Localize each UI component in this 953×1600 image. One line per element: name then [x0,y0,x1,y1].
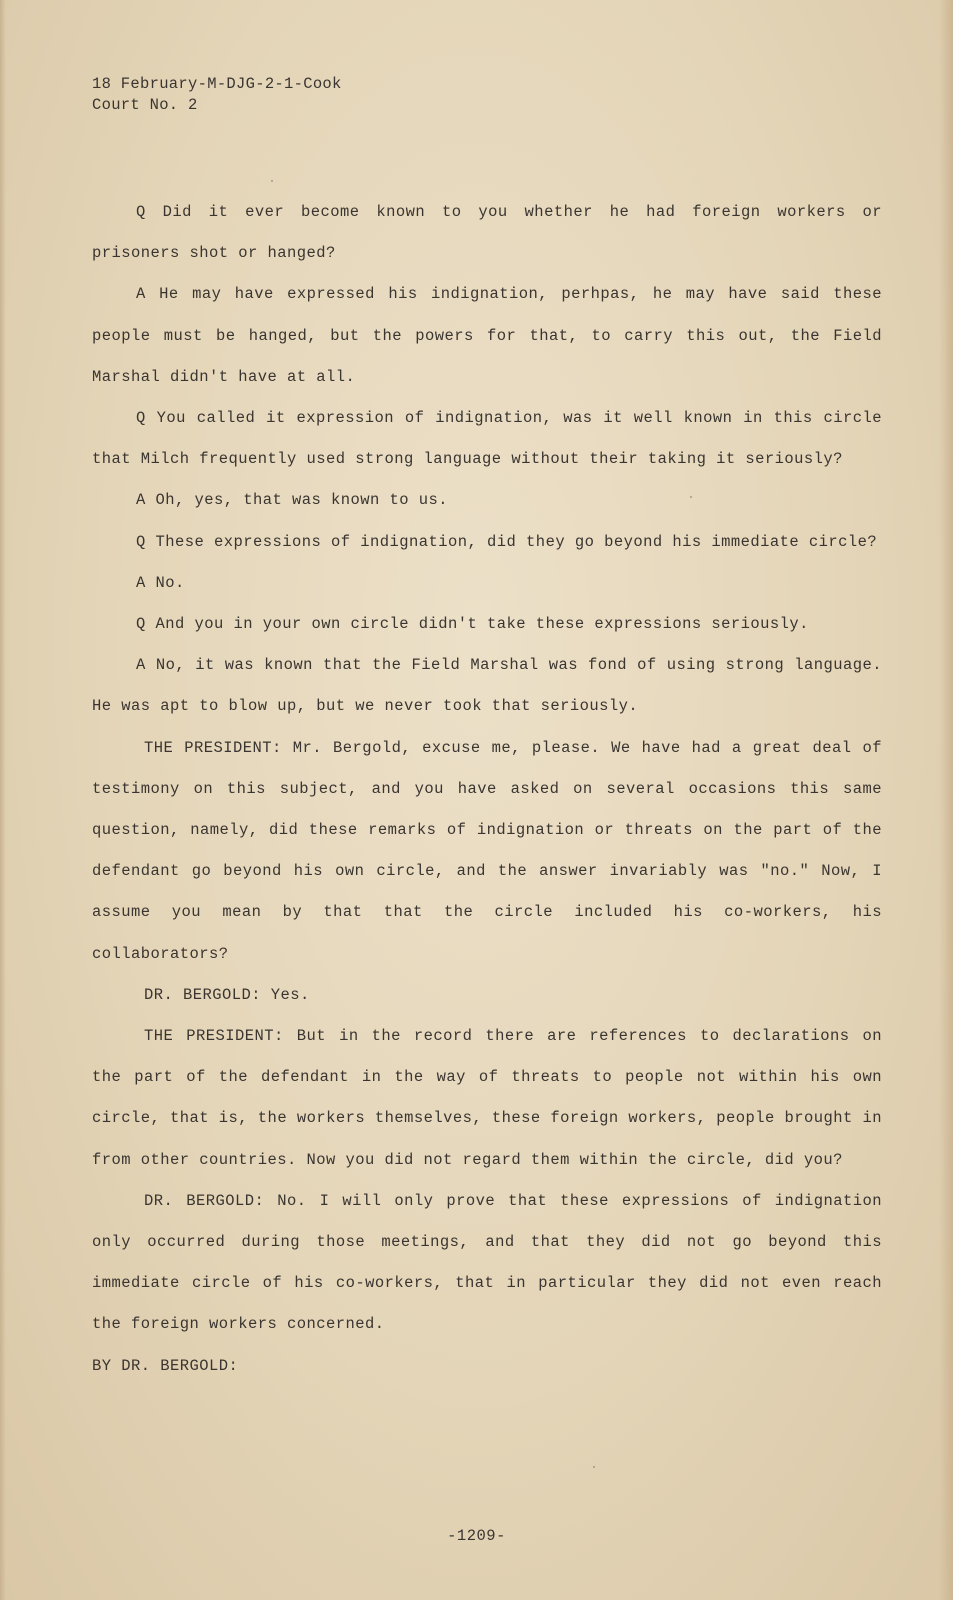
president-statement: THE PRESIDENT: But in the record there are references to declarations on the part of the defendant in the way of threats to people not within his own circle, that is, the workers themselves, these foreign workers, people brought in from other countries. Now you did not regard them within the circle, did you? [92,1027,882,1169]
paper-speck [271,180,273,182]
answer-paragraph: A He may have expressed his indignation, perhpas, he may have said these people must be hanged, but the powers for that, to carry this out, the Field Marshal didn't have at all. [92,285,882,386]
question-paragraph: Q Did it ever become known to you whether he had foreign workers or prisoners shot or hanged? [92,203,882,263]
paper-speck [593,1466,595,1468]
answer-paragraph: A No, it was known that the Field Marshal was fond of using strong language. He was apt to blow up, but we never took that seriously. [92,656,882,716]
document-header [92,74,342,116]
question-paragraph: Q And you in your own circle didn't take these expressions seriously. [136,615,809,634]
president-statement: THE PRESIDENT: Mr. Bergold, excuse me, please. We have had a great deal of testimony on this subject, and you have asked on several occasions this same question, namely, did these remarks of indignation or threats on the part of the defendant go beyond his own circle, and the answer invariably was "no." Now, I assume you mean by that that the circle included his co-workers, his collaborators? [92,738,882,963]
counsel-reply: DR. BERGOLD: No. I will only prove that these expressions of indignation only occurred during those meetings, and that they did not go beyond this immediate circle of his co-workers, that in particular they did not even reach the foreign workers concerned. [92,1191,882,1334]
counsel-reply: DR. BERGOLD: Yes. [144,985,310,1004]
question-paragraph: Q You called it expression of indignation, was it well known in this circle that Milch frequently used strong language without their taking it seriously? [92,409,882,469]
transcript-body [92,192,882,1387]
header-reference-line: 18 February-M-DJG-2-1-Cook [92,75,342,93]
page-edge-shadow-right [939,0,953,1600]
answer-paragraph: A Oh, yes, that was known to us. [136,491,449,510]
question-paragraph: Q These expressions of indignation, did they go beyond his immediate circle? [136,532,878,551]
paper-speck [690,496,692,498]
page-number: -1209- [447,1527,506,1545]
examination-heading: BY DR. BERGOLD: [92,1356,239,1375]
page-edge-shadow-left [0,0,6,1600]
header-court-line: Court No. 2 [92,96,198,114]
answer-paragraph: A No. [136,573,185,592]
